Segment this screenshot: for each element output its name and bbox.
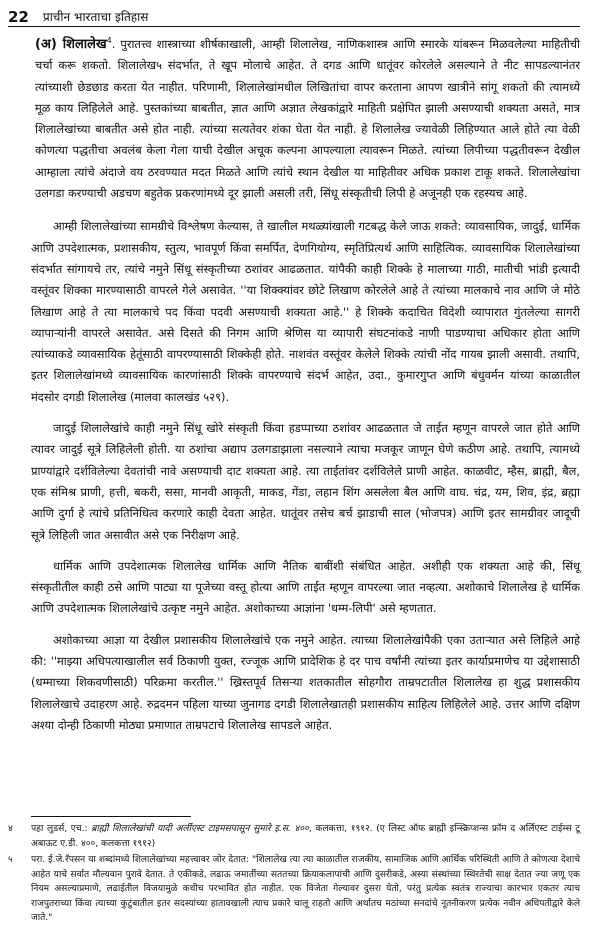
footnote-number: ५ xyxy=(8,855,13,865)
page-number: 22 xyxy=(8,8,29,26)
section-heading: (अ) शिलालेख xyxy=(35,37,107,52)
section-text: . पुरातत्त्व शास्त्राच्या शीर्षकाखाली, आम्ही शिलालेख, नाणिकशास्त्र आणि स्मारके यांबरून मिळवलेल्या माहितीची चर्चा करू शकतो. शिलालेख५ संदर्भात, ते खूप मोलाचे आहेत. ते दगड आणि धातूंवर कोरलेले असल्याने ते नीट सापडल्यानंतर त्यांच्याशी छेडछाड करता येत नाहीत. परिणामी, शिलालेखांमधील लिखितांचा वापर करताना आपण खात्रीने सांगू शकतो की त्यामध्ये मूळ काय लिहिलेले आहे. पुस्तकांच्या बाबतीत, ज्ञात आणि अज्ञात लेखकांद्वारे माहिती प्रक्षेपित झाली असण्याची शक्यता असते, मात्र शिलालेखांच्या बाबतीत असे होत नाही. त्यांच्या सत्यतेवर शंका घेता येत नाही. हे शिलालेख ज्यावेळी लिहिण्यात आले होते त्या वेळी कोणत्या पद्धतीचा अवलंब केला गेला याची देखील अचूक कल्पना आपल्याला त्यावरून मिळते. त्यांच्या लिपीच्या पद्धतीवरून देखील आम्हाला त्यांचे अंदाजे वय ठरवण्यात मदत मिळते आणि त्यांचे स्थान देखील या माहितीवर अधिक प्रकाश टाकू शकते. शिलालेखांचा उलगडा करण्याची अडचण बहुतेक प्रकरणांमध्ये दूर झाली असली तरी, सिंधू संस्कृतीची लिपी हे अजूनही एक रहस्यच आहे. xyxy=(35,37,580,201)
section-paragraph-inscriptions xyxy=(35,34,580,204)
main-content xyxy=(31,34,580,746)
footnote xyxy=(8,853,580,926)
footnote-quote: परा. ई.जे.रॅपसन या शब्दांमध्ये शिलालेखांच्या महत्त्वावर जोर देतात: "शिलालेख त्या त्या काळातील राजकीय, सामाजिक आणि आर्थिक परिस्थिती आणि ते कोणत्या देशाचे आहेत याचे सर्वात मौल्यवान पुरावे देतात. ते एकीकडे, लढाऊ जमातींच्या सततच्या क्रियाकलापांची आणि दुसरीकडे, अस्या संस्थांच्या स्थिरतेची साक्ष देतात ज्या जणू एक नियम असल्याप्रमाणे, लढाईतील विजयामुळे कधीच परभावित होत नाहीत. एक विजेता गेल्यावर दुसरा येतो, परंतु प्रत्येक स्वतंत्र राज्याचा कारभार एकतर त्याच राजपुतराच्या किंवा त्याच्या कुटुंबातील इतर सदस्यांच्या हातावखाली त्याच प्रकारे चालू राहतो आणि अर्थातच मठांच्या सनदांचे नूतनीकरण प्रत्येक नवीन अधिपतीद्वारे केले जाते." xyxy=(31,855,580,923)
running-title: प्राचीन भारताचा इतिहास xyxy=(42,10,149,24)
footnote-suffix: , कलकत्ता, १९१२. (ए लिस्ट ऑफ ब्राह्मी इन्स्क्रिप्शन्स फ्रॉम द अर्लिएस्ट टाईम्स टू अबाऊट ए.डी. ४००, कलकत्ता १९१२) xyxy=(31,824,580,849)
footnote-prefix: पहा लुडर्स, एच.: xyxy=(31,824,92,834)
footnotes xyxy=(8,822,580,928)
footnote-book-title: ब्राह्मी शिलालेखांची यादी अर्लीएस्ट टाइमसपासून सुमारे इ.स. ४०० xyxy=(91,824,309,834)
body-paragraph: धार्मिक आणि उपदेशात्मक शिलालेख धार्मिक आणि नैतिक बाबींशी संबंधित आहेत. अशीही एक शक्यता आहे की, सिंधू संस्कृतीतील काही ठसे आणि पाट्या या पूजेच्या वस्तू होत्या आणि ताईत म्हणून वापरल्या जात नव्हत्या. अशोकाचे शिलालेख हे धार्मिक आणि उपदेशात्मक शिलालेखांचे उत्कृष्ट नमुने आहेत. अशोकाच्या आज्ञांना 'धम्म-लिपी' असे म्हणतात. xyxy=(31,558,580,616)
body-paragraph: जादुई शिलालेखांचे काही नमुने सिंधू खोरे संस्कृती किंवा हडप्पाच्या ठशांवर आढळतात जे ताईत म्हणून वापरले जात होते आणि त्यावर जादुई सूत्रे लिहिलेली होती. या ठशांचा अद्याप उलगडाझाला नसल्याने त्याचा मजकूर जाणून घेणे कठीण आहे. तथापि, त्यामध्ये प्राण्यांद्वारे दर्शविलेल्या देवतांची नावे असण्याची दाट शक्यता आहे. त्या ताईतांवर दर्शविलेले प्राणी आहेत. काळवीट, म्हैस, ब्राह्मी, बैल, एक संमिश्र प्राणी, हत्ती, बकरी, ससा, मानवी आकृती, माकड, गेंडा, लहान शिंग असलेला बैल आणि वाघ. चंद्र, यम, शिव, इंद्र, ब्रह्मा आणि दुर्गा हे त्यांचे प्रतिनिधित्व करणारे काही देवता आहेत. धातूंवर तसेच बर्च झाडाची साल (भोजपत्र) आणि इतर सामग्रीवर जादूची सूत्रे लिहिली जात असावीत असे एक निरीक्षण आहे. xyxy=(31,421,580,542)
body-paragraph: अशोकाच्या आज्ञा या देखील प्रशासकीय शिलालेखांचे एक नमुने आहेत. त्याच्या शिलालेखांपैकी एका उताऱ्यात असे लिहिले आहे की: ''माझ्या अधिपत्याखालील सर्व ठिकाणी युक्त, रज्जूक आणि प्रादेशिक हे दर पाच वर्षांनी त्यांच्या इतर कार्याप्रमाणेच या उद्देशासाठी (धम्माच्या शिकवणीसाठी) परिक्रमा करतील.'' ख्रिस्तपूर्व तिसऱ्या शतकातील सोहगौरा ताम्रपटातील शिलालेख हा शुद्ध प्रशासकीय शिलालेखाचे उदाहरण आहे. रुद्रदमन पहिला याच्या जुनागड दगडी शिलालेखातही प्रशासकीय साहित्य लिहिलेले आहे. उत्तर आणि दक्षिण अश्या दोन्ही ठिकाणी मोठ्या प्रमाणात ताम्रपटाचे शिलालेख सापडले आहेत. xyxy=(31,632,580,732)
footnote-divider xyxy=(31,816,191,817)
footnote xyxy=(8,822,580,851)
page-header xyxy=(8,4,580,27)
footnote-number: ४ xyxy=(8,824,13,834)
footnote-ref: 4 xyxy=(106,36,112,46)
body-paragraph: आम्ही शिलालेखांच्या सामग्रीचे विश्लेषण केल्यास, ते खालील मथळ्यांखाली गटबद्ध केले जाऊ शकते: व्यावसायिक, जादुई, धार्मिक आणि उपदेशात्मक, प्रशासकीय, स्तुत्य, भावपूर्ण किंवा समर्पित, देणगियोग्य, स्मृतिप्रित्यर्थ आणि साहित्यिक. व्यावसायिक शिलालेखांच्या संदर्भात सांगायचे तर, त्यांचे नमुने सिंधू संस्कृतीच्या ठशांवर आढळतात. यांपैकी काही शिक्के हे मालाच्या गाठी, मातीची भांडी इत्यादी वस्तूंवर शिक्का मारण्यासाठी वापरले गेले असावेत. ''या शिक्क्यांवर छोटे लिखाण कोरलेले आहे ते त्यांच्या मालकाचे नाव आणि जे मोठे लिखाण आहे ते त्या मालकाचे पद किंवा पदवी असण्याची शक्यता आहे.'' हे शिक्के कदाचित विदेशी व्यापारात गुंतलेल्या सागरी व्यापाऱ्यांनी वापरले असावेत. असे दिसते की निगम आणि श्रेणिस या व्यापारी संघटनांकडे नाणी पाडण्याचा अधिकार होता आणि त्यांच्याकडे व्यावसायिक हेतूंसाठी वापरण्यासाठी शिक्केही होते. नाशवंत वस्तूंवर केलेले शिक्के त्यांची नोंद गायब झाली असावी. तथापि, इतर शिलालेखांमध्ये व्यावसायिक कारणांसाठी शिक्के वापरण्याचे संदर्भ आहेत, उदा., कुमारगुप्त आणि बंधुवर्मन यांच्या काळातील मंदसोर दगडी शिलालेख (मालवा कालखंड ५२९). xyxy=(31,219,580,404)
footnote-text xyxy=(31,853,580,926)
footnote-text xyxy=(31,822,580,851)
